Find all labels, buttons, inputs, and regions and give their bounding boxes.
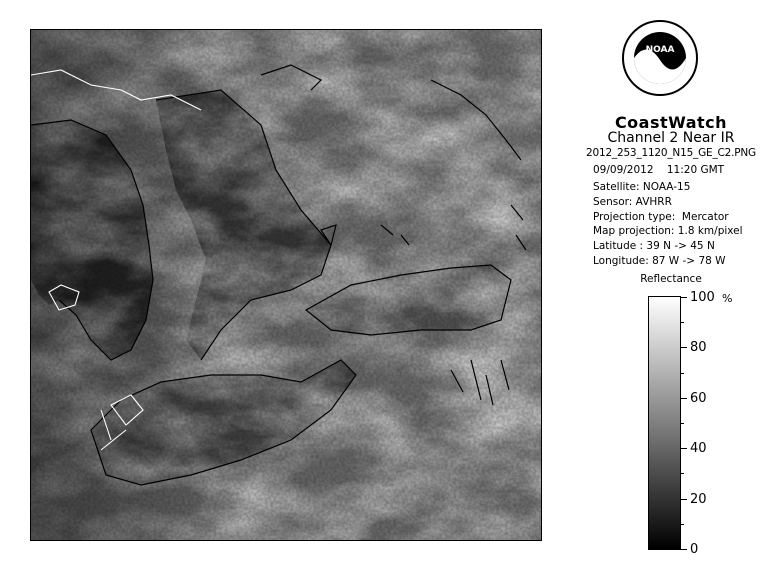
colorbar-tick	[681, 347, 687, 348]
colorbar	[648, 296, 681, 550]
colorbar-tick-label: 20	[690, 491, 707, 507]
colorbar-tick	[681, 499, 687, 500]
colorbar-tick-label: 100	[690, 290, 715, 305]
colorbar-tick-label: 40	[690, 441, 707, 457]
colorbar-tick	[681, 398, 687, 399]
colorbar-tick	[681, 549, 687, 550]
colorbar-axis	[681, 290, 741, 557]
colorbar-unit: %	[722, 292, 733, 305]
sensor-info: Sensor: AVHRR	[593, 196, 672, 208]
colorbar-tick	[681, 473, 684, 474]
colorbar-tick	[681, 322, 684, 323]
satellite-info: Satellite: NOAA-15	[593, 181, 691, 193]
colorbar-tick	[681, 524, 684, 525]
colorbar-tick-label: 0	[690, 542, 699, 557]
colorbar-tick	[681, 448, 687, 449]
map-projection: Map projection: 1.8 km/pixel	[593, 225, 743, 237]
image-grain	[31, 30, 542, 541]
projection-type: Projection type: Mercator	[593, 211, 729, 223]
logo-text: NOAA	[645, 45, 675, 55]
product-title: CoastWatch	[614, 113, 728, 132]
file-name: 2012_253_1120_N15_GE_C2.PNG	[586, 147, 756, 159]
colorbar-label: Reflectance	[640, 273, 702, 285]
date-time: 09/09/2012 11:20 GMT	[593, 164, 725, 176]
colorbar-tick	[681, 297, 687, 298]
noaa-logo	[620, 18, 700, 110]
colorbar-tick-label: 60	[690, 390, 707, 406]
longitude-range: Longitude: 87 W -> 78 W	[593, 255, 726, 267]
colorbar-tick-label: 80	[690, 340, 707, 356]
colorbar-tick	[681, 423, 684, 424]
satellite-image	[30, 29, 542, 541]
latitude-range: Latitude : 39 N -> 45 N	[593, 240, 715, 252]
satellite-map-svg	[31, 30, 542, 541]
colorbar-tick	[681, 373, 684, 374]
channel-subtitle: Channel 2 Near IR	[607, 130, 735, 146]
